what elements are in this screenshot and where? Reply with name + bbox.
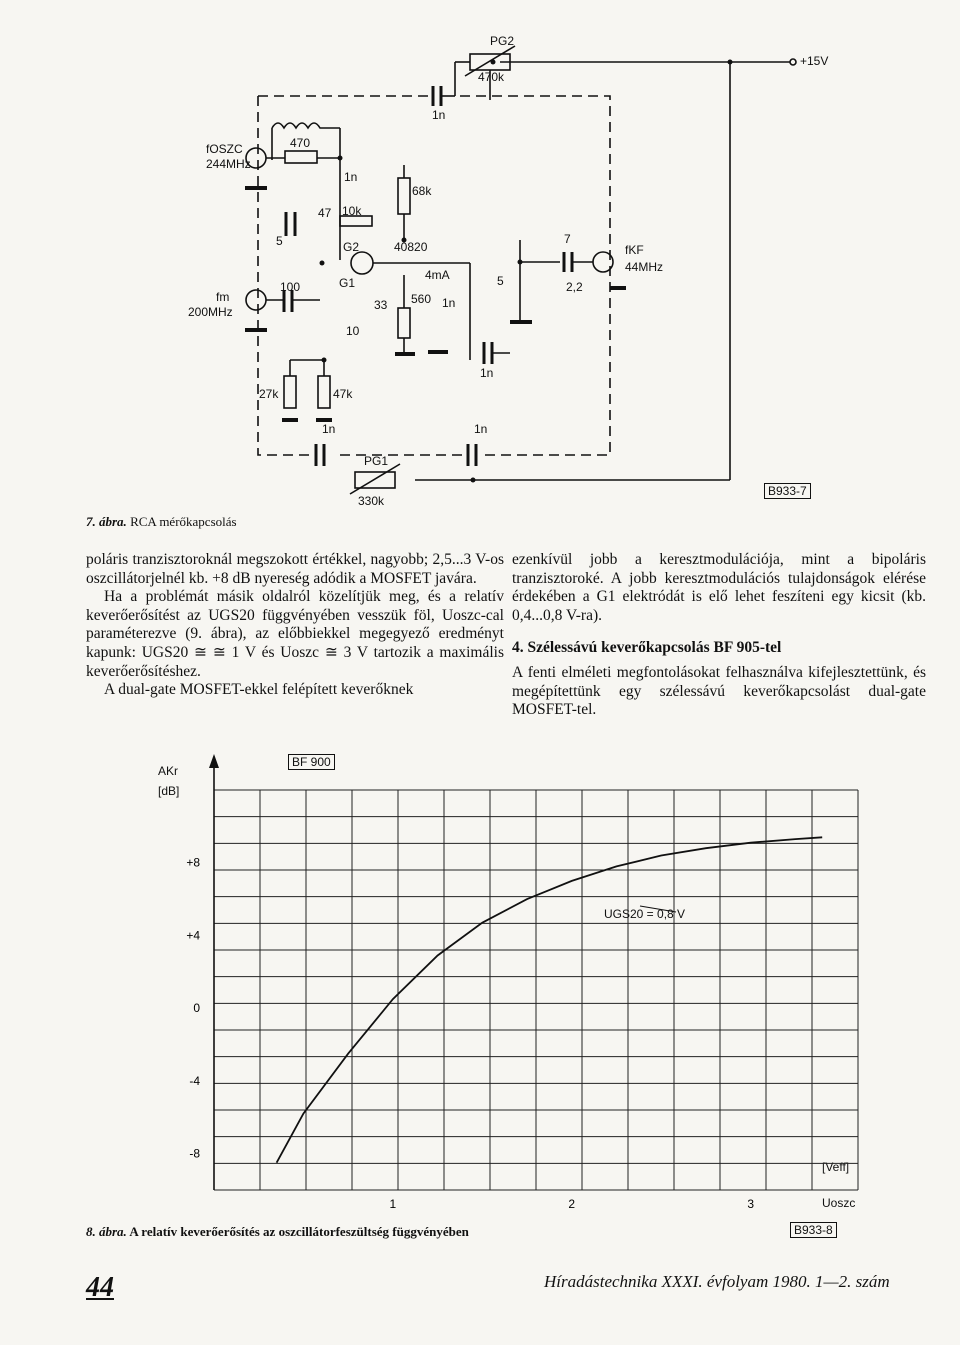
label-7: 7 <box>564 232 571 246</box>
figure8-caption-num: 8. ábra. <box>86 1224 127 1239</box>
y-axis-label: AKr <box>158 764 179 778</box>
paragraph: A fenti elméleti megfontolásokat felhasználva kifejlesztettünk, és megépítettünk egy szélessávú keverőkapcsolást dual-gate MOSFET-tel. <box>512 663 926 719</box>
label-1n-a: 1n <box>344 170 358 184</box>
label-40820: 40820 <box>394 240 428 254</box>
label-1n-d: 1n <box>322 422 336 436</box>
label-44mhz: 44MHz <box>625 260 664 274</box>
label-10: 10 <box>346 324 360 338</box>
journal-footer: Híradástechnika XXXI. évfolyam 1980. 1—2. szám <box>544 1272 890 1291</box>
label-1n-e: 1n <box>474 422 488 436</box>
label-244mhz: 244MHz <box>206 157 251 171</box>
label-68k: 68k <box>412 184 432 198</box>
label-fosc: fOSZC <box>206 142 243 156</box>
label-5b: 5 <box>497 274 504 288</box>
y-tick-label: -4 <box>189 1073 200 1088</box>
chart-annotation: UGS20 = 0,8 V <box>604 907 686 921</box>
page-number: 44 <box>86 1272 114 1303</box>
figure8-caption <box>86 1224 469 1240</box>
section-heading: 4. Szélessávú keverőkapcsolás BF 905-tel <box>512 639 782 657</box>
label-100: 100 <box>280 280 301 294</box>
figure7-caption-text: RCA mérőkapcsolás <box>130 514 237 529</box>
y-tick-label: +4 <box>186 928 200 943</box>
series-line <box>277 837 823 1162</box>
paragraph: poláris tranzisztoroknál megszokott értékkel, nagyobb; 2,5...3 V-os oszcillátorjelnél kb. +8 dB nyereség adódik a MOSFET javára. <box>86 551 504 587</box>
label-fkf: fKF <box>625 243 644 257</box>
text-column-right <box>512 551 926 720</box>
label-2-2: 2,2 <box>566 280 583 294</box>
label-560: 560 <box>411 292 432 306</box>
x-axis-unit: [Veff] <box>822 1160 850 1174</box>
label-plus15v: +15V <box>800 54 829 68</box>
label-1n-top: 1n <box>432 108 446 122</box>
label-470: 470 <box>290 136 311 150</box>
label-10k: 10k <box>342 204 362 218</box>
figure7-caption <box>86 514 237 530</box>
paragraph: Ha a problémát másik oldalról közelítjük meg, és a relatív keverőerősítést az UGS20 függvényében vesszük föl, Uoszc-cal paraméterezve (9. ábra), az előbbiekkel megegyező eredményt kapunk: UGS20 ≅ ≅ 1 V és Uoszc ≅ 3 V tartozik a maximális keverőerősítéshez. <box>86 588 504 680</box>
label-330k: 330k <box>358 494 385 508</box>
figure8-ref-box: B933-8 <box>790 1222 837 1238</box>
paragraph: ezenkívül jobb a keresztmodulációja, mint a bipoláris tranzisztoroké. A jobb keresztmodulációs tulajdonságok elérése érdekében a G1 elektródát is elő lehet feszíteni egy kicsit (kb. 0,4...0,8 V-ra). <box>512 551 926 624</box>
figure7-ref-box: B933-7 <box>764 483 811 499</box>
chart-plot <box>0 740 960 1220</box>
x-tick-label: 3 <box>747 1197 755 1211</box>
y-tick-label: -8 <box>189 1146 200 1161</box>
label-1n-b: 1n <box>442 296 456 310</box>
label-g2: G2 <box>343 240 360 254</box>
label-5: 5 <box>276 234 283 248</box>
label-pg2: PG2 <box>490 34 515 48</box>
label-1n-c: 1n <box>480 366 494 380</box>
x-axis-label: Uoszc <box>822 1196 856 1210</box>
x-tick-label: 2 <box>568 1197 576 1211</box>
label-27k: 27k <box>259 387 279 401</box>
y-tick-label: 0 <box>193 1001 200 1016</box>
label-33: 33 <box>374 298 388 312</box>
chart-title-box: BF 900 <box>288 754 335 770</box>
y-tick-label: +8 <box>186 855 200 870</box>
label-g1: G1 <box>339 276 356 290</box>
label-470k: 470k <box>478 70 505 84</box>
y-axis-unit: [dB] <box>158 784 180 798</box>
label-47: 47 <box>318 206 332 220</box>
x-tick-label: 1 <box>389 1197 397 1211</box>
label-47k: 47k <box>333 387 353 401</box>
y-axis-arrow <box>209 754 219 768</box>
label-pg1: PG1 <box>364 454 389 468</box>
paragraph: A dual-gate MOSFET-ekkel felépített keverőknek <box>104 681 414 699</box>
figure8-caption-text: A relatív keverőerősítés az oszcillátorfeszültség függvényében <box>129 1224 469 1239</box>
figure7-caption-num: 7. ábra. <box>86 514 127 529</box>
text-column-left <box>86 551 504 700</box>
label-fm: fm <box>216 290 230 304</box>
label-200mhz: 200MHz <box>188 305 233 319</box>
label-4ma: 4mA <box>425 268 450 282</box>
chart-grid <box>214 790 858 1190</box>
